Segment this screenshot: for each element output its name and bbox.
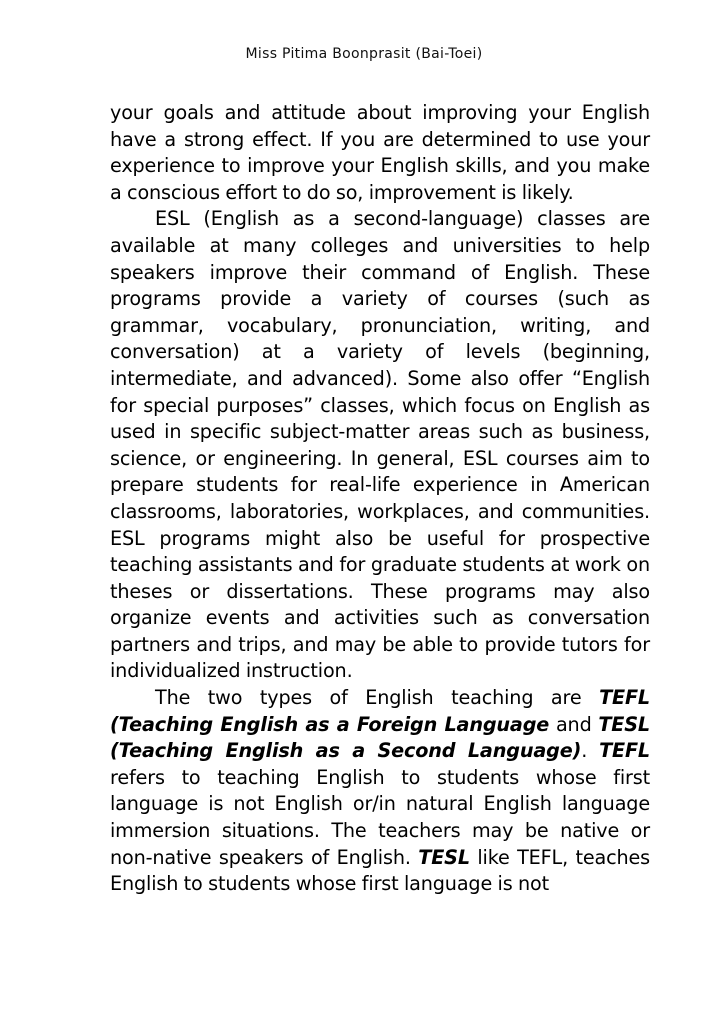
- paragraph-3: [110, 685, 650, 898]
- p3-period: .: [581, 739, 588, 763]
- p3-intro: The two types of English teaching are: [155, 686, 600, 710]
- tefl-full-term: TEFL (Teaching English as a Foreign Language: [110, 686, 650, 736]
- p3-and: and: [549, 712, 599, 736]
- tefl-definition: refers to teaching English to students whose first language is not English or/in natural English language immersion situations. The teachers may be native or non-native speakers of English.: [110, 765, 650, 869]
- tefl-term: TEFL: [599, 739, 650, 763]
- tesl-full-term: TESL (Teaching English as a Second Language): [110, 712, 651, 763]
- paragraph-2: ESL (English as a second-language) classes are available at many colleges and universities to help speakers improve their command of English. These programs provide a variety of courses (such as grammar, vocabulary, pronunciation, writing, and conversation) at a variety of levels (beginning, intermediate, and advanced). Some also offer “English for special purposes” classes, which focus on English as used in specific subject-matter areas such as business, science, or engineering. In general, ESL courses aim to prepare students for real-life experience in American classrooms, laboratories, workplaces, and communities. ESL programs might also be useful for prospective teaching assistants and for graduate students at work on theses or dissertations. These programs may also organize events and activities such as conversation partners and trips, and may be able to provide tutors for individualized instruction.: [110, 207, 650, 683]
- paragraph-1: your goals and attitude about improving your English have a strong effect. If you are determined to use your experience to improve your English skills, and you make a conscious effort to do so, improvement is likely.: [110, 101, 650, 204]
- tesl-definition: like TEFL, teaches English to students whose first language is not: [110, 845, 651, 896]
- page-header-author: Miss Pitima Boonprasit (Bai-Toei): [245, 46, 483, 62]
- body-text: [110, 100, 650, 898]
- tesl-term: TESL: [418, 845, 470, 869]
